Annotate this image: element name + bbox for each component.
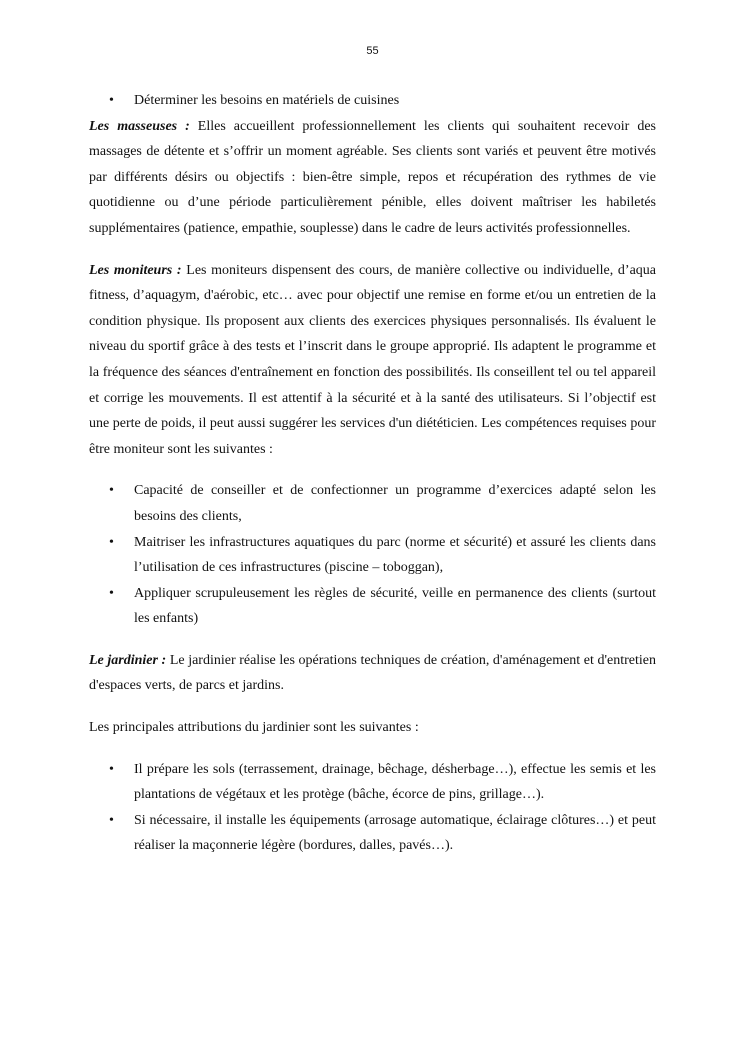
list-item-text: Appliquer scrupuleusement les règles de sécurité, veille en permanence des clients (surtout les enfants) <box>134 585 656 627</box>
paragraph-jardinier <box>89 648 656 699</box>
text-moniteurs: Les moniteurs dispensent des cours, de manière collective ou individuelle, d’aqua fitness, d’aquagym, d'aérobic, etc… avec pour objectif une remise en forme et/ou un entretien de la condition physique. Ils proposent aux clients des exercices physiques personnalisés. Ils évaluent le niveau du sportif grâce à des tests et l’inscrit dans le groupe approprié. Ils adaptent le programme et la fréquence des séances d'entraînement en fonction des possibilités. Ils conseillent tel ou tel appareil et corrige les mouvements. Il est attentif à la sécurité et à la santé des utilisateurs. Si l’objectif est une perte de poids, il peut aussi suggérer les services d'un diététicien. Les compétences requises pour être moniteur sont les suivantes : <box>89 262 656 457</box>
list-item-text: Maitriser les infrastructures aquatiques du parc (norme et sécurité) et assuré les clients dans l’utilisation de ces infrastructures (piscine – toboggan), <box>134 534 656 576</box>
bullet-icon: • <box>109 534 114 550</box>
list-item <box>89 478 656 529</box>
paragraph-jardinier-intro: Les principales attributions du jardinier sont les suivantes : <box>89 720 419 736</box>
bullet-list-jardinier <box>89 757 656 859</box>
bullet-list-top <box>89 88 656 114</box>
paragraph-moniteurs <box>89 258 656 463</box>
text-masseuses: Elles accueillent professionnellement les clients qui souhaitent recevoir des massages de détente et s’offrir un moment agréable. Ses clients sont variés et peuvent être motivés par différents désirs ou objectifs : bien-être simple, repos et récupération des rythmes de vie quotidienne ou d’une période particulièrement pénible, elles doivent maîtriser les habiletés supplémentaires (patience, empathie, souplesse) dans le cadre de leurs activités professionnelles. <box>89 118 656 236</box>
list-item <box>89 808 656 859</box>
text-jardinier: Le jardinier réalise les opérations techniques de création, d'aménagement et d'entretien d'espaces verts, de parcs et jardins. <box>89 652 656 694</box>
document-body <box>89 88 656 859</box>
list-item-text: Capacité de conseiller et de confectionner un programme d’exercices adapté selon les besoins des clients, <box>134 483 656 524</box>
bullet-icon: • <box>109 812 114 828</box>
term-masseuses: Les masseuses : <box>89 118 190 134</box>
bullet-icon: • <box>109 93 114 108</box>
term-jardinier: Le jardinier : <box>89 652 167 668</box>
bullet-list-moniteurs <box>89 478 656 632</box>
paragraph-masseuses <box>89 114 656 242</box>
list-item-text: Il prépare les sols (terrassement, drainage, bêchage, désherbage…), effectue les semis et les plantations de végétaux et les protège (bâche, écorce de pins, grillage…). <box>134 761 656 803</box>
bullet-icon: • <box>109 761 114 777</box>
list-item <box>89 88 656 114</box>
list-item-text: Si nécessaire, il installe les équipements (arrosage automatique, éclairage clôtures…) et peut réaliser la maçonnerie légère (bordures, dalles, pavés…). <box>134 812 656 854</box>
term-moniteurs: Les moniteurs : <box>89 262 182 278</box>
bullet-icon: • <box>109 483 114 499</box>
bullet-icon: • <box>109 585 114 601</box>
list-item-text: Déterminer les besoins en matériels de cuisines <box>134 93 400 108</box>
page-number: 55 <box>366 45 379 57</box>
list-item <box>89 530 656 581</box>
list-item <box>89 757 656 808</box>
list-item <box>89 581 656 632</box>
